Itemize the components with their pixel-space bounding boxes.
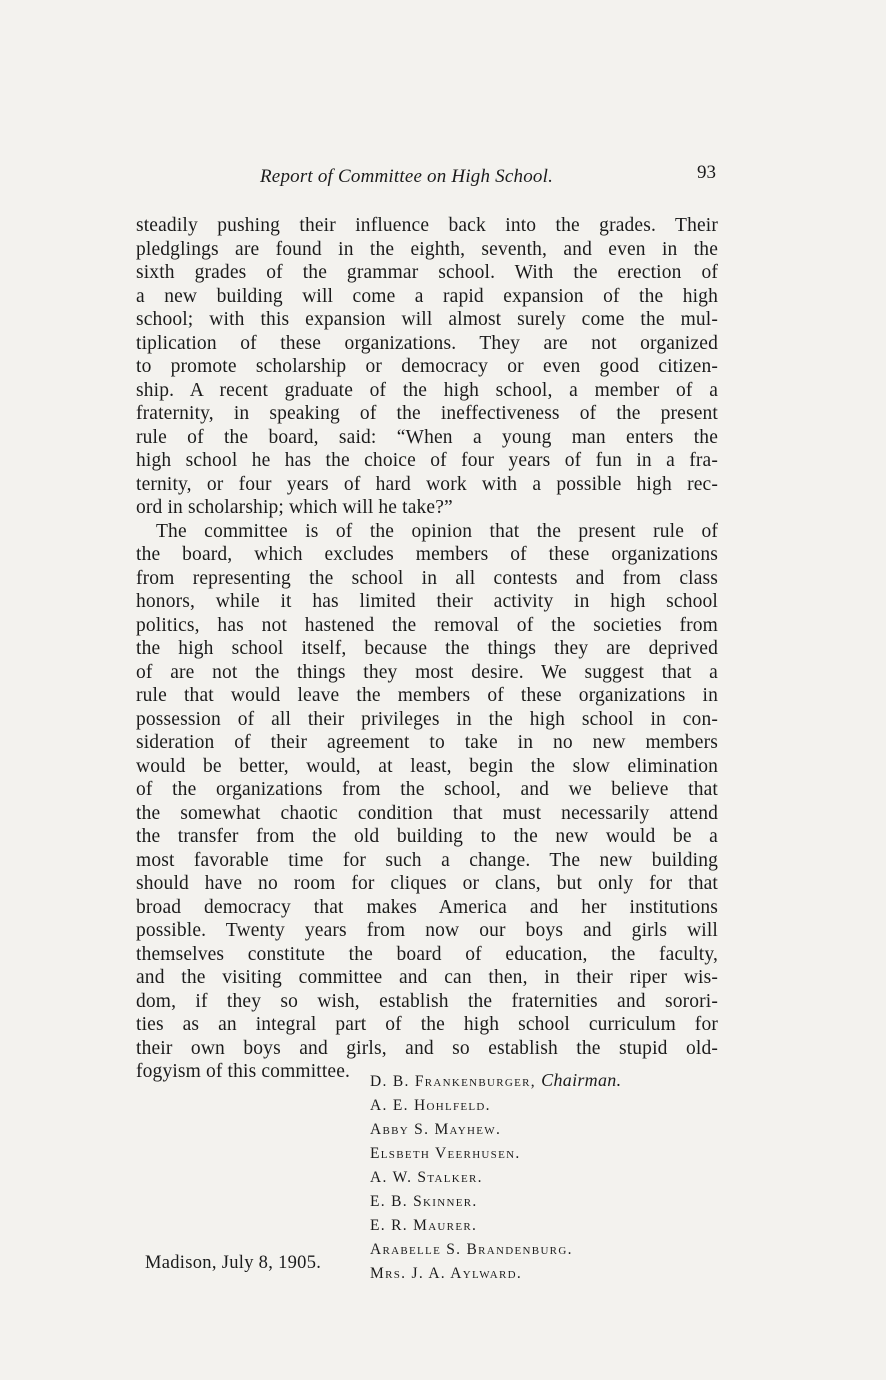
signatory-name: E. B. Skinner. [370,1193,478,1210]
text-line: politics, has not hastened the removal of the societies from [136,614,718,636]
text-line: a new building will come a rapid expansion of the high [136,285,718,307]
paragraph [136,214,718,520]
text-line: sixth grades of the grammar school. With the erection of [136,262,718,283]
text-line: themselves constitute the board of education, the faculty, [136,943,718,965]
signatory-name: Elsbeth Veerhusen. [370,1145,521,1162]
text-line: broad democracy that makes America and her institutions [136,896,718,918]
signatory [370,1262,621,1286]
signatory-name: Arabelle S. Brandenburg. [370,1241,573,1258]
text-line: from representing the school in all contests and from class [136,567,718,589]
signature-block [370,1068,621,1286]
signatory [370,1118,621,1142]
text-line: ternity, or four years of hard work with a possible high rec- [136,473,718,495]
text-line: The committee is of the opinion that the present rule of [156,520,718,542]
text-line: the board, which excludes members of these organizations [136,544,718,565]
text-line: possible. Twenty years from now our boys and girls will [136,920,718,941]
text-line: high school he has the choice of four years of fun in a fra- [136,450,718,471]
signatory-name: Mrs. J. A. Aylward. [370,1265,523,1282]
report-body [136,214,718,1084]
text-line: and the visiting committee and can then, in their riper wis- [136,967,718,988]
text-line: the somewhat chaotic condition that must necessarily attend [136,802,718,824]
text-line: dom, if they so wish, establish the fraternities and sorori- [136,990,718,1012]
text-line: steadily pushing their influence back into the grades. Their [136,215,718,236]
text-line: most favorable time for such a change. The new building [136,849,718,871]
signatory [370,1142,621,1166]
text-line: ties as an integral part of the high school curriculum for [136,1014,718,1035]
signatory [370,1238,621,1262]
text-line: school; with this expansion will almost surely come the mul- [136,309,718,330]
text-line: rule of the board, said: “When a young man enters the [136,426,718,448]
text-line: fraternity, in speaking of the ineffectiveness of the present [136,403,718,424]
paragraph [136,520,718,1084]
text-line: the transfer from the old building to the new would be a [136,826,718,847]
text-line: their own boys and girls, and so establish the stupid old- [136,1037,718,1059]
text-line: honors, while it has limited their activity in high school [136,591,718,612]
text-line: tiplication of these organizations. They are not organized [136,332,718,354]
running-head: Report of Committee on High School. [260,166,554,187]
text-line: ship. A recent graduate of the high school, a member of a [136,379,718,401]
text-line: sideration of their agreement to take in no new members [136,732,718,753]
signatory [370,1190,621,1214]
page-number: 93 [697,162,716,183]
signatory [370,1214,621,1238]
signatory-name: A. E. Hohlfeld. [370,1097,491,1114]
signatory [370,1068,621,1094]
signatory [370,1094,621,1118]
text-line: would be better, would, at least, begin the slow elimination [136,755,718,777]
text-line: rule that would leave the members of these organizations in [136,685,718,706]
text-line: of are not the things they most desire. We suggest that a [136,661,718,683]
text-line: the high school itself, because the things they are deprived [136,638,718,659]
text-line: ord in scholarship; which will he take?” [136,497,453,518]
place-date: Madison, July 8, 1905. [145,1253,322,1273]
signatory-name: A. W. Stalker. [370,1169,483,1186]
text-line: pledglings are found in the eighth, seventh, and even in the [136,238,718,260]
signatory-name: D. B. Frankenburger, [370,1073,536,1090]
text-line: fogyism of this committee. [136,1061,351,1082]
signatory [370,1166,621,1190]
text-line: to promote scholarship or democracy or even good citizen- [136,356,718,377]
signatory-name: E. R. Maurer. [370,1217,478,1234]
text-line: should have no room for cliques or clans, but only for that [136,873,718,894]
text-line: possession of all their privileges in the high school in con- [136,708,718,730]
signatory-name: Abby S. Mayhew. [370,1121,502,1138]
text-line: of the organizations from the school, and we believe that [136,779,718,800]
signatory-role: Chairman. [541,1070,622,1090]
